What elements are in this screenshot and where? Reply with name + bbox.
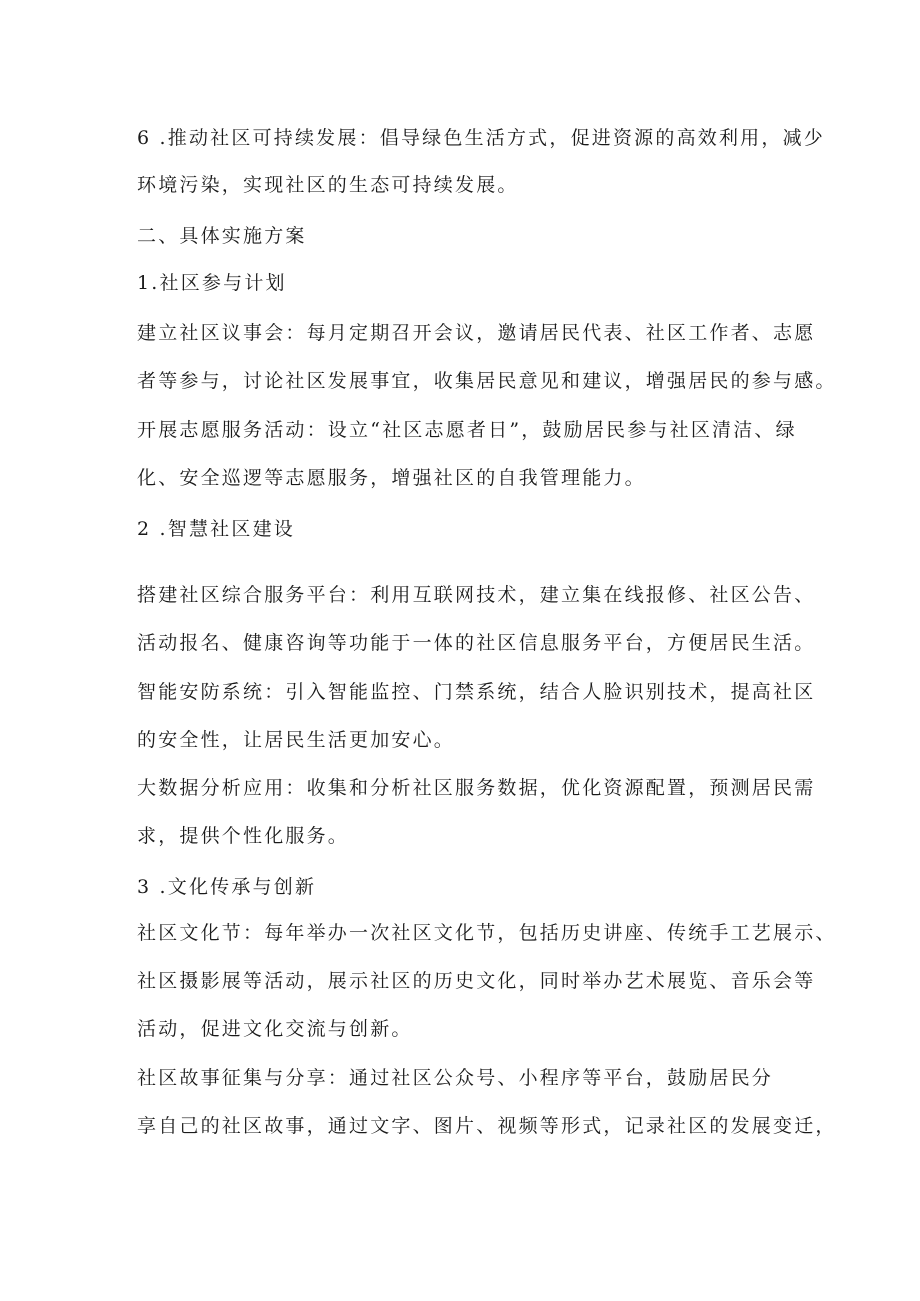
item-6-line-1: 6 .推动社区可持续发展：倡导绿色生活方式，促进资源的高效利用，减少 (137, 127, 825, 149)
paragraph-platform-line-1: 搭建社区综合服务平台：利用互联网技术，建立集在线报修、社区公告、 (137, 584, 816, 606)
paragraph-stories-line-2: 享自己的社区故事，通过文字、图片、视频等形式，记录社区的发展变迁， (137, 1115, 837, 1137)
paragraph-volunteer-line-1: 开展志愿服务活动：设立“社区志愿者日”，鼓励居民参与社区清洁、绿 (137, 419, 797, 441)
subsection-heading-3: 3 .文化传承与创新 (137, 876, 317, 898)
section-heading: 二、具体实施方案 (137, 225, 307, 247)
paragraph-bigdata-line-2: 求，提供个性化服务。 (137, 825, 350, 847)
paragraph-platform-line-2: 活动报名、健康咨询等功能于一体的社区信息服务平台，方便居民生活。 (137, 632, 816, 654)
item-6-line-2: 环境污染，实现社区的生态可持续发展。 (137, 174, 519, 196)
paragraph-festival-line-3: 活动，促进文化交流与创新。 (137, 1018, 413, 1040)
paragraph-festival-line-1: 社区文化节：每年举办一次社区文化节，包括历史讲座、传统手工艺展示、 (137, 922, 837, 944)
paragraph-stories-line-1: 社区故事征集与分享：通过社区公众号、小程序等平台，鼓励居民分 (137, 1067, 774, 1089)
paragraph-council-line-2: 者等参与，讨论社区发展事宜，收集居民意见和建议，增强居民的参与感。 (137, 370, 837, 392)
paragraph-bigdata-line-1: 大数据分析应用：收集和分析社区服务数据，优化资源配置，预测居民需 (137, 777, 816, 799)
subsection-heading-1: 1.社区参与计划 (137, 272, 287, 294)
paragraph-council-line-1: 建立社区议事会：每月定期召开会议，邀请居民代表、社区工作者、志愿 (137, 322, 816, 344)
paragraph-volunteer-line-2: 化、安全巡逻等志愿服务，增强社区的自我管理能力。 (137, 467, 646, 489)
paragraph-festival-line-2: 社区摄影展等活动，展示社区的历史文化，同时举办艺术展览、音乐会等 (137, 970, 816, 992)
paragraph-security-line-1: 智能安防系统：引入智能监控、门禁系统，结合人脸识别技术，提高社区 (137, 681, 816, 703)
subsection-heading-2: 2 .智慧社区建设 (137, 518, 295, 540)
paragraph-security-line-2: 的安全性，让居民生活更加安心。 (137, 729, 456, 751)
